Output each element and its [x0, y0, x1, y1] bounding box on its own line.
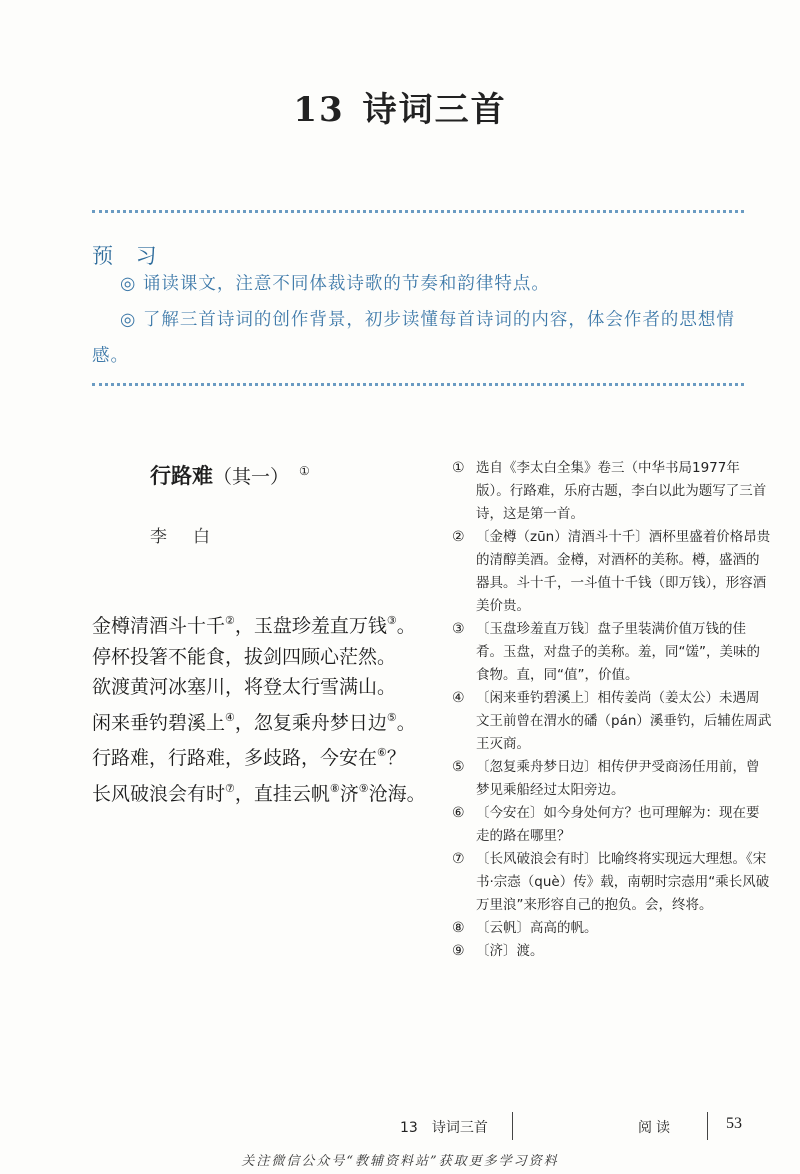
- footnote-text: 选自《李太白全集》卷三（中华书局1977年版）。行路难，乐府古题，李白以此为题写了三首诗，这是第一首。: [476, 460, 767, 522]
- poem-line: [92, 642, 442, 673]
- footnote: [452, 848, 772, 917]
- poem-line-note-ref: ③: [386, 614, 397, 627]
- poem-line-text: 停杯投箸不能食，拔剑四顾心茫然。: [92, 645, 397, 668]
- preview-bottom-divider: [92, 383, 744, 386]
- poem-line-text: 济: [339, 782, 359, 805]
- footnote-marker: ①: [452, 460, 465, 476]
- poem-line-text: 。: [396, 711, 416, 734]
- footnote: [452, 457, 772, 526]
- poem-line-note-ref: ⑤: [386, 710, 397, 724]
- footnote-text: 〔玉盘珍羞直万钱〕盘子里装满价值万钱的佳肴。玉盘，对盘子的美称。羞，同“馐”，美味的食物。直，同“值”，价值。: [476, 621, 760, 683]
- poem-line-text: ，忽复乘舟梦日边: [234, 711, 387, 734]
- poem-line: [92, 703, 442, 739]
- poem-line: [92, 738, 442, 774]
- poem-line-text: 欲渡黄河冰塞川，将登太行雪满山。: [92, 676, 397, 698]
- poem-line-note-ref: ④: [225, 710, 235, 724]
- footnote-marker: ②: [452, 529, 465, 545]
- poem-line-text: ，玉盘珍羞直万钱: [234, 615, 387, 637]
- poem-line: [92, 672, 442, 703]
- footnote-text: 〔金樽（zūn）清酒斗十千〕酒杯里盛着价格昂贵的清醇美酒。金樽，对酒杯的美称。樽，盛酒的器具。斗十千，一斗值十千钱（即万钱），形容酒美价贵。: [476, 529, 771, 614]
- footnote: [452, 802, 772, 848]
- footnote-text: 〔济〕渡。: [476, 943, 544, 959]
- footnote-marker: ⑥: [452, 805, 465, 821]
- poem-subtitle: （其一）: [213, 466, 290, 488]
- poem-line-note-ref: ②: [225, 614, 235, 627]
- watermark-text: 关注微信公众号“教辅资料站”获取更多学习资料: [241, 1154, 559, 1169]
- footnote: [452, 526, 772, 618]
- poem-line-text: 闲来垂钓碧溪上: [92, 711, 226, 734]
- footnote-text: 〔云帆〕高高的帆。: [476, 920, 598, 936]
- poem-title-text: 行路难: [150, 463, 213, 488]
- footnote: [452, 687, 772, 756]
- footnote: [452, 917, 772, 940]
- lesson-title: [0, 82, 800, 131]
- poem-line-text: ，直挂云帆: [234, 782, 330, 805]
- poem-line-note-ref: ⑥: [377, 746, 387, 759]
- poem-line-note-ref: ⑧: [329, 781, 340, 795]
- preview-top-divider: [92, 210, 744, 213]
- footnote-marker: ⑤: [452, 759, 465, 775]
- poem-line-note-ref: ⑨: [358, 781, 369, 795]
- footnote-marker: ③: [452, 621, 465, 637]
- poem-line-text: ？: [386, 747, 406, 769]
- poem-line-note-ref: ⑦: [225, 781, 235, 795]
- poem-note-ref: ①: [299, 464, 310, 478]
- footnote-marker: ⑨: [452, 943, 465, 959]
- poem-line-text: 沧海。: [368, 782, 426, 805]
- poem-author: 李白: [150, 527, 236, 547]
- footer-separator: [512, 1112, 513, 1140]
- footer-lesson-label: 13 诗词三首: [400, 1120, 488, 1136]
- footnote-marker: ⑧: [452, 920, 465, 936]
- poem-line-text: 金樽清酒斗十千: [92, 615, 226, 637]
- poem-line: [92, 774, 442, 810]
- footnote-text: 〔今安在〕如今身处何方？也可理解为：现在要走的路在哪里？: [476, 805, 760, 844]
- poem-line: [92, 606, 442, 642]
- lesson-title-text: 诗词三首: [362, 90, 507, 130]
- footnote-marker: ④: [452, 690, 465, 706]
- poem-line-text: 行路难，行路难，多歧路，今安在: [92, 747, 378, 769]
- lesson-number: 13: [293, 90, 345, 130]
- preview-item: ◎ 了解三首诗词的创作背景，初步读懂每首诗词的内容，体会作者的思想情感。: [92, 310, 735, 366]
- preview-item: ◎ 诵读课文，注意不同体裁诗歌的节奏和韵律特点。: [120, 274, 550, 294]
- preview-heading: 预 习: [92, 244, 165, 268]
- poem-title: [150, 460, 310, 490]
- footnote: [452, 756, 772, 802]
- footnote: [452, 940, 772, 963]
- footer-section: 阅读: [638, 1120, 674, 1136]
- poem-body: [92, 606, 442, 809]
- footnote-marker: ⑦: [452, 851, 465, 867]
- poem-line-text: 长风破浪会有时: [92, 782, 226, 805]
- page-number: 53: [726, 1115, 742, 1132]
- footnote-text: 〔长风破浪会有时〕比喻终将实现远大理想。《宋书·宗悫（què）传》载，南朝时宗悫用“乘长风破万里浪”来形容自己的抱负。会，终将。: [476, 851, 770, 913]
- footnote-text: 〔忽复乘舟梦日边〕相传伊尹受商汤任用前，曾梦见乘船经过太阳旁边。: [476, 759, 760, 798]
- footnote-text: 〔闲来垂钓碧溪上〕相传姜尚（姜太公）未遇周文王前曾在渭水的磻（pán）溪垂钓，后辅佐周武王灭商。: [476, 690, 772, 752]
- footer-separator: [707, 1112, 708, 1140]
- footnotes: [452, 457, 772, 963]
- poem-line-text: 。: [396, 615, 416, 637]
- footnote: [452, 618, 772, 687]
